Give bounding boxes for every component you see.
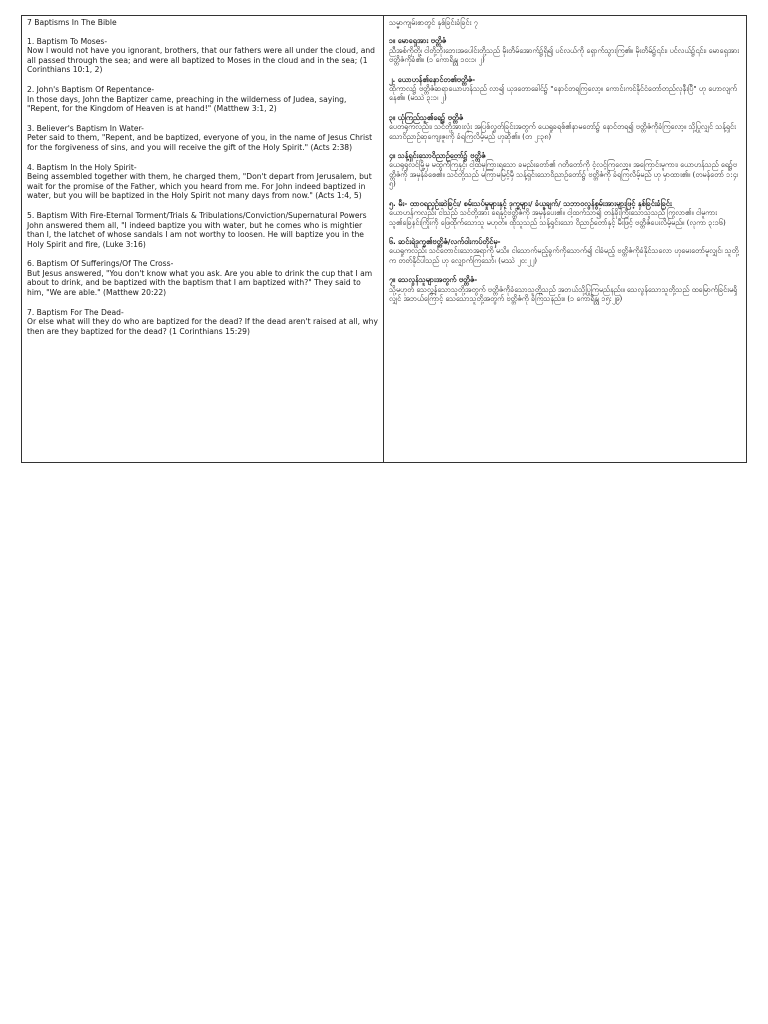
english-section-title: 6. Baptism Of Sufferings/Of The Cross- xyxy=(27,259,174,269)
english-section-title: 3. Believer's Baptism In Water- xyxy=(27,123,144,133)
english-section-4 xyxy=(27,163,378,201)
english-section-text: John answered them all, "I indeed baptize you with water, but he comes who is mightier than I, the latchet of whose sandals I am not worthy to loosen. He will baptize you in the Holy Spirit and fire, (Luke 3:16) xyxy=(27,220,364,249)
english-section-1 xyxy=(27,37,378,75)
burmese-section-title: ၃။ ယုံကြည်သူ၏ရေ၌ ဗတ္တိဇံ xyxy=(389,112,464,122)
burmese-section-6 xyxy=(389,237,741,265)
burmese-section-title: ၂. ယောဟန်၏နောင်တ၏ဗတ္တိဇံ- xyxy=(389,74,476,84)
burmese-section-4 xyxy=(389,151,741,189)
burmese-section-3 xyxy=(389,113,741,141)
english-section-2 xyxy=(27,85,378,114)
burmese-section-title: ၅. မီး- ထာဝရညှဉ်းဆဲခြင်း/ စမ်းသပ်မှုများနှင့် ဒုက္ခများ/ ခံယူချက်/ သဘာဝလွန်စွမ်းအားများဖြင့် နှစ်ခြင်းခံခြင်း xyxy=(389,198,672,208)
burmese-section-title: ၁။ မောရှေအား ဗတ္တိဇံ xyxy=(389,36,447,46)
english-section-7 xyxy=(27,308,378,337)
english-heading: 7 Baptisms In The Bible xyxy=(27,18,117,27)
burmese-section-1 xyxy=(389,36,741,64)
english-section-text: In those days, John the Baptizer came, preaching in the wilderness of Judea, saying, "Repent, for the Kingdom of Heaven is at hand!" (Matthew 3:1, 2) xyxy=(27,94,347,114)
burmese-heading: သမ္မာကျမ်းစာတွင် နှစ်ခြင်းခံခြင်း ၇ xyxy=(389,18,478,27)
english-section-text: Now I would not have you ignorant, brothers, that our fathers were all under the cloud, and all passed through the sea; and were all baptized to Moses in the cloud and in the sea; (1 Corinthians 10:1, 2) xyxy=(27,46,375,75)
burmese-section-title: ၇။ သေလွန်သူများအတွက် ဗတ္တိဇံ- xyxy=(389,275,478,285)
english-section-3 xyxy=(27,124,378,153)
burmese-section-5 xyxy=(389,199,741,227)
english-section-title: 7. Baptism For The Dead- xyxy=(27,307,124,317)
burmese-section-text: ယောဟန်ကလည်း ငါသည် သင်တို့အား ရေနှင့်ဗတ္တိဇံကို အမှန်ပေး၏။ ငါ့ထက်သာ၍ တန်ခိုးကြီးသောသူသည် ကြွလာ၏။ ငါမူကား သူ၏ခြေနင်းကြိုးကို ဖြေထိုက်သောသူ မဟုတ်။ ထိုသူသည် သန့်ရှင်းသော ဝိညာဉ်တော်နှင့် မီးဖြင့် ဗတ္တိဇံပေးလိမ့်မည်။ (လုကာ ၃:၁၆) xyxy=(389,208,726,227)
burmese-section-text: ညီအစ်ကိုတို့၊ ငါတို့ဘိုးဘေးအပေါင်းတို့သည် မိုးတိမ်အောက်၌ရှိ၍ ပင်လယ်ကို ရှောက်သွားကြ၏။ မိုးတိမ်၌၎င်း၊ ပင်လယ်၌၎င်း၊ မောရှေအား ဗတ္တိဇံကိုခံ၏။ (၁ ကောရိန္သု ၁၀:၁၊ ၂) xyxy=(389,45,740,65)
burmese-section-7 xyxy=(389,275,741,303)
english-section-5 xyxy=(27,211,378,249)
burmese-section-2 xyxy=(389,75,741,103)
burmese-section-text: သို့မဟုတ် သေလွန်သောသူတို့အတွက် ဗတ္တိဇံကိုခံသောသူတို့သည် အဘယ်သို့ပြုကြမည်နည်း။ သေလွန်သောသူတို့သည် ထမြောက်ခြင်းမရှိလျှင် အဘယ်ကြောင့် သေသောသူတို့အတွက် ဗတ္တိဇံကို ခံကြသနည်း။ (၁ ကောရိန္သု ၁၅:၂၉) xyxy=(389,284,738,303)
english-section-6 xyxy=(27,259,378,297)
english-column xyxy=(22,16,384,462)
burmese-section-title: ၄။ သန့်ရှင်းသောဝိညာဉ်တော်၌ ဗတ္တိဇံ xyxy=(389,151,486,161)
english-section-text: But Jesus answered, "You don't know what you ask. Are you able to drink the cup that I am about to drink, and be baptized with the baptism that I am baptized with?" They said to him, "We are able." (Matthew 20:22) xyxy=(27,268,373,298)
burmese-section-text: ထိုကာလ၌ ဗတ္တိဇံဆရာယောဟန်သည် လာ၍ ယုဒတောခေါင်၌ "နောင်တရကြလော့။ ကောင်းကင်နိုင်ငံတော်တည်လုနီးပြီ" ဟု ဟောလျက်နေ၏။ (မဿဲ ၃:၁၊ ၂) xyxy=(389,84,738,103)
english-section-text: Or else what will they do who are baptized for the dead? If the dead aren't raised at all, why then are they baptized for the dead? (1 Corinthians 15:29) xyxy=(27,317,378,336)
burmese-column xyxy=(384,16,746,462)
burmese-section-text: ယေရုရှလင်မြို့မှ မထွက်ကြနှင့်၊ ငါ့ထံမှကြားရသော ခမည်းတော်၏ ဂတိတော်ကို ငံ့လင့်ကြလော့။ အကြောင်းမူကား၊ ယောဟန်သည် ရေ၌ဗတ္တိဇံကို အမှန်ခံစေ၏။ သင်တို့သည် မကြာမမြင့်မှီ သန့်ရှင်းသောဝိညာဉ်တော်၌ ဗတ္တိဇံကို ခံရကြလိမ့်မည် ဟု မှာထား၏။ (တမန်တော် ၁:၄၊ ၅) xyxy=(389,160,738,189)
english-section-title: 4. Baptism In the Holy Spirit- xyxy=(27,162,137,172)
english-section-text: Peter said to them, "Repent, and be baptized, everyone of you, in the name of Jesus Christ for the forgiveness of sins, and you will receive the gift of the Holy Spirit." (Acts 2:38) xyxy=(27,133,373,152)
english-section-title: 5. Baptism With Fire-Eternal Torment/Trials & Tribulations/Conviction/Supernatural Powers xyxy=(27,210,367,220)
bilingual-table xyxy=(21,15,747,463)
burmese-section-title: ၆. ဆင်းရဲဒုက္ခ၏ဗတ္တိဇံ/လက်ဝါးကပ်တိုင်မှ- xyxy=(389,236,501,246)
english-section-title: 1. Baptism To Moses- xyxy=(27,36,108,46)
english-section-text: Being assembled together with them, he charged them, "Don't depart from Jerusalem, but wait for the promise of the Father, which you heard from me. For John indeed baptized in water, but you will be baptized in the Holy Spirit not many days from now." (Acts 1:4, 5) xyxy=(27,172,372,201)
english-section-title: 2. John's Baptism Of Repentance- xyxy=(27,84,155,94)
burmese-section-text: ပေတရုကလည်း၊ သင်တို့အားလုံး အပြစ်လွှတ်ခြင်းအတွက် ယေရှုခရစ်၏နာမတော်၌ နောင်တရ၍ ဗတ္တိဇံကိုခံကြလော့။ သို့ပြုလျှင် သန့်ရှင်းသောဝိညာဉ်ဆုကျေးဇူးကို ခံရကြလိမ့်မည် ဟုဆို၏။ (တ ၂:၃၈) xyxy=(389,122,736,141)
burmese-section-text: ယေရှုကလည်း သင်တောင်းသောအရာကို မသိ။ ငါသောက်မည့်ခွက်ကိုသောက်၍ ငါခံမည့် ဗတ္တိဇံကိုခံနိုင်သလော ဟုမေးတော်မူလျှင်၊ သူတို့က တတ်နိုင်ပါသည် ဟု လျှောက်ကြသော်၊ (မဿဲ ၂၀:၂၂) xyxy=(389,246,739,265)
